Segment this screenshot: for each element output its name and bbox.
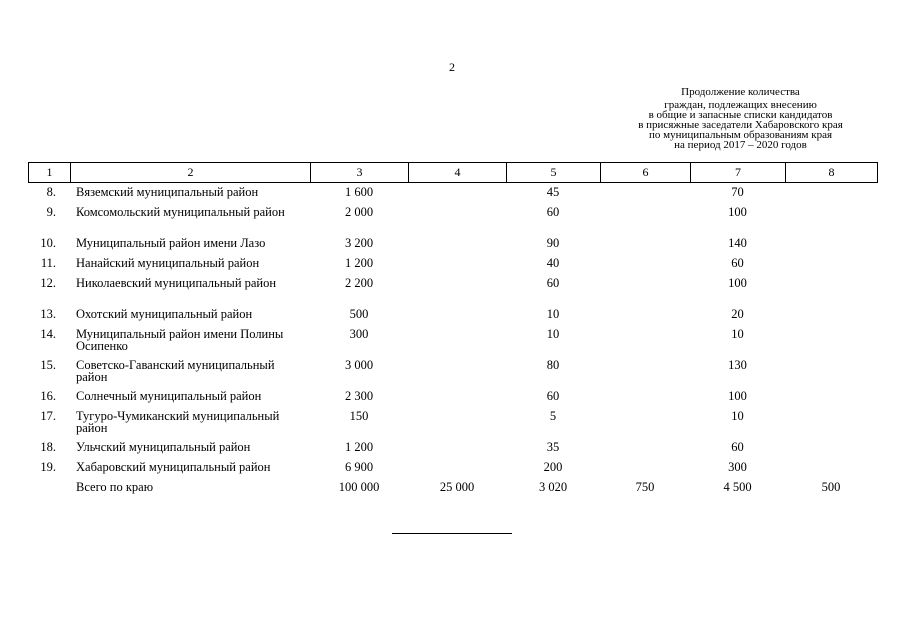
district-name: Ульчский муниципальный район bbox=[76, 440, 251, 454]
table-row bbox=[28, 186, 877, 206]
value-cell: 40 bbox=[546, 256, 560, 270]
district-name: Солнечный муниципальный район bbox=[76, 389, 262, 403]
value-cell: 4 500 bbox=[723, 480, 752, 494]
row-number: 8. bbox=[46, 185, 56, 199]
row-number: 19. bbox=[40, 460, 56, 474]
district-name: Комсомольский муниципальный район bbox=[76, 205, 285, 219]
header-cell: 6 bbox=[601, 163, 691, 183]
value-cell: 70 bbox=[731, 185, 744, 199]
table-row bbox=[28, 359, 877, 390]
header-cell: 5 bbox=[507, 163, 601, 183]
header-cell: 4 bbox=[409, 163, 507, 183]
value-cell: 2 000 bbox=[344, 205, 374, 219]
value-cell bbox=[408, 308, 506, 328]
value-cell bbox=[785, 277, 877, 308]
value-cell bbox=[408, 461, 506, 481]
value-cell bbox=[408, 390, 506, 410]
table-row bbox=[28, 206, 877, 237]
value-cell: 500 bbox=[349, 307, 369, 321]
value-cell: 35 bbox=[546, 440, 560, 454]
district-name: Николаевский муниципальный район bbox=[76, 276, 277, 290]
caption-line: граждан, подлежащих внесению bbox=[664, 99, 817, 111]
value-cell bbox=[600, 257, 690, 277]
district-name: Муниципальный район имени Полины Осипенко bbox=[76, 327, 284, 353]
value-cell: 2 300 bbox=[344, 389, 374, 403]
value-cell bbox=[785, 390, 877, 410]
district-name: Всего по краю bbox=[76, 480, 154, 494]
value-cell: 1 200 bbox=[344, 256, 374, 270]
district-name: Вяземский муниципальный район bbox=[76, 185, 259, 199]
row-number: 9. bbox=[46, 205, 56, 219]
value-cell bbox=[600, 277, 690, 308]
value-cell bbox=[785, 461, 877, 481]
value-cell: 6 900 bbox=[344, 460, 374, 474]
value-cell: 60 bbox=[546, 389, 560, 403]
value-cell: 200 bbox=[543, 460, 563, 474]
value-cell: 60 bbox=[731, 256, 744, 270]
value-cell: 100 000 bbox=[338, 480, 380, 494]
value-cell bbox=[600, 359, 690, 390]
table-row bbox=[28, 237, 877, 257]
page-number: 2 bbox=[449, 60, 455, 74]
value-cell bbox=[408, 277, 506, 308]
row-number: 14. bbox=[40, 327, 56, 341]
district-table bbox=[28, 186, 877, 501]
value-cell bbox=[785, 328, 877, 359]
caption-line: по муниципальным образованиям края bbox=[648, 129, 833, 141]
value-cell: 3 020 bbox=[538, 480, 568, 494]
value-cell: 90 bbox=[546, 236, 560, 250]
value-cell: 100 bbox=[728, 389, 747, 403]
value-cell bbox=[600, 206, 690, 237]
value-cell bbox=[408, 410, 506, 441]
value-cell: 130 bbox=[728, 358, 747, 372]
end-rule bbox=[392, 533, 512, 534]
value-cell bbox=[785, 359, 877, 390]
value-cell: 300 bbox=[349, 327, 369, 341]
table-row bbox=[28, 277, 877, 308]
value-cell: 3 200 bbox=[344, 236, 374, 250]
table-row bbox=[28, 441, 877, 461]
district-name: Муниципальный район имени Лазо bbox=[76, 236, 266, 250]
value-cell: 750 bbox=[635, 480, 655, 494]
header-cell: 2 bbox=[71, 163, 311, 183]
row-number: 10. bbox=[40, 236, 56, 250]
value-cell: 60 bbox=[546, 276, 560, 290]
value-cell bbox=[408, 441, 506, 461]
value-cell: 10 bbox=[731, 409, 744, 423]
value-cell: 10 bbox=[546, 327, 560, 341]
row-number: 12. bbox=[40, 276, 56, 290]
header-cell: 7 bbox=[691, 163, 786, 183]
value-cell: 20 bbox=[731, 307, 744, 321]
value-cell: 25 000 bbox=[439, 480, 475, 494]
table-caption bbox=[618, 87, 863, 150]
value-cell bbox=[600, 186, 690, 206]
value-cell bbox=[600, 410, 690, 441]
value-cell bbox=[600, 461, 690, 481]
row-number: 16. bbox=[40, 389, 56, 403]
table-row bbox=[28, 461, 877, 481]
row-number bbox=[28, 481, 70, 501]
table-row bbox=[28, 328, 877, 359]
value-cell: 2 200 bbox=[344, 276, 374, 290]
value-cell: 100 bbox=[728, 276, 747, 290]
value-cell bbox=[785, 186, 877, 206]
value-cell bbox=[408, 359, 506, 390]
value-cell bbox=[600, 390, 690, 410]
caption-line: на период 2017 – 2020 годов bbox=[674, 139, 807, 151]
value-cell: 500 bbox=[821, 480, 841, 494]
value-cell bbox=[785, 257, 877, 277]
value-cell bbox=[785, 206, 877, 237]
row-number: 18. bbox=[40, 440, 56, 454]
row-number: 15. bbox=[40, 358, 56, 372]
value-cell: 80 bbox=[546, 358, 560, 372]
table-row bbox=[28, 257, 877, 277]
header-row bbox=[29, 163, 878, 183]
district-name: Тугуро-Чумиканский муниципальный район bbox=[76, 409, 280, 435]
value-cell bbox=[600, 237, 690, 257]
column-number-header bbox=[28, 162, 878, 183]
header-cell: 1 bbox=[29, 163, 71, 183]
table-row bbox=[28, 390, 877, 410]
value-cell bbox=[785, 441, 877, 461]
row-number: 17. bbox=[40, 409, 56, 423]
value-cell bbox=[785, 308, 877, 328]
district-name: Хабаровский муниципальный район bbox=[76, 460, 271, 474]
value-cell bbox=[785, 410, 877, 441]
row-number: 11. bbox=[40, 256, 56, 270]
value-cell: 100 bbox=[728, 205, 747, 219]
value-cell bbox=[408, 257, 506, 277]
district-name: Охотский муниципальный район bbox=[76, 307, 253, 321]
value-cell: 1 200 bbox=[344, 440, 374, 454]
value-cell: 150 bbox=[349, 409, 369, 423]
district-name: Советско-Гаванский муниципальный район bbox=[76, 358, 275, 384]
header-cell: 8 bbox=[786, 163, 878, 183]
value-cell: 10 bbox=[731, 327, 744, 341]
value-cell: 60 bbox=[546, 205, 560, 219]
total-row bbox=[28, 481, 877, 501]
district-name: Нанайский муниципальный район bbox=[76, 256, 260, 270]
value-cell: 300 bbox=[728, 460, 747, 474]
value-cell bbox=[408, 237, 506, 257]
row-number: 13. bbox=[40, 307, 56, 321]
header-cell: 3 bbox=[311, 163, 409, 183]
value-cell: 45 bbox=[546, 185, 560, 199]
value-cell bbox=[600, 308, 690, 328]
value-cell: 60 bbox=[731, 440, 744, 454]
value-cell bbox=[600, 441, 690, 461]
value-cell bbox=[785, 237, 877, 257]
caption-line: в общие и запасные списки кандидатов bbox=[648, 109, 833, 121]
value-cell: 1 600 bbox=[344, 185, 374, 199]
value-cell bbox=[600, 328, 690, 359]
value-cell: 3 000 bbox=[344, 358, 374, 372]
value-cell bbox=[408, 328, 506, 359]
value-cell: 5 bbox=[549, 409, 557, 423]
value-cell: 10 bbox=[546, 307, 560, 321]
caption-line: в присяжные заседатели Хабаровского края bbox=[638, 119, 843, 131]
table-row bbox=[28, 308, 877, 328]
value-cell bbox=[408, 206, 506, 237]
value-cell bbox=[408, 186, 506, 206]
caption-line: Продолжение количества bbox=[681, 86, 800, 98]
value-cell: 140 bbox=[728, 236, 747, 250]
table-row bbox=[28, 410, 877, 441]
